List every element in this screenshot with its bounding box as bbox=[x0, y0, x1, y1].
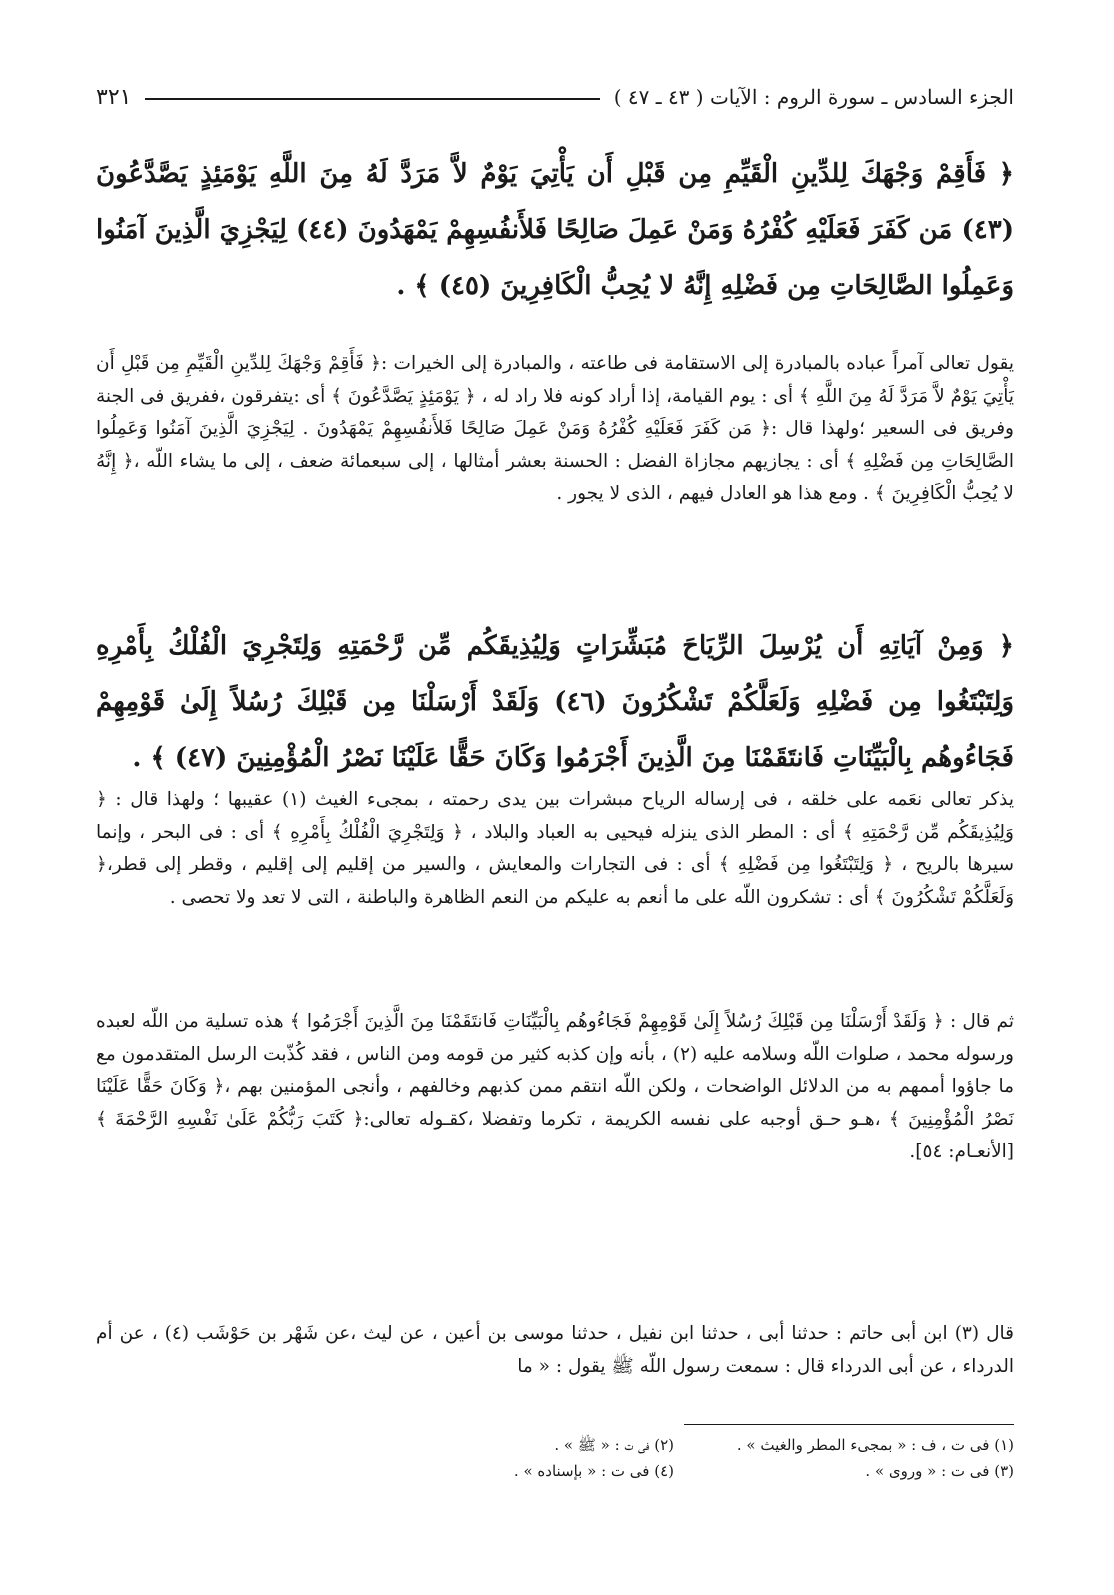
header-rule bbox=[145, 98, 599, 100]
commentary-paragraph-2: يذكر تعالى نعَمه على خلقه ، فى إرساله الرياح مبشرات بين يدى رحمته ، بمجىء الغيث (١) عقيبها ؛ ولهذا قال : ﴿ وَلِيُذِيقَكُم مِّن رَّحْمَتِهِ ﴾ أى : المطر الذى ينزله فيحيى به العباد والبلاد ، ﴿ وَلِتَجْرِيَ الْفُلْكُ بِأَمْرِهِ ﴾ أى : فى البحر ، وإنما سيرها بالريح ، ﴿ وَلِتَبْتَغُوا مِن فَضْلِهِ ﴾ أى : فى التجارات والمعايش ، والسير من إقليم إلى إقليم ، وقطر إلى قطر،﴿ وَلَعَلَّكُمْ تَشْكُرُونَ ﴾ أى : تشكرون اللّه على ما أنعم به عليكم من النعم الظاهرة والباطنة ، التى لا تعد ولا تحصى . bbox=[96, 789, 1014, 908]
page-number: ٣٢١ bbox=[96, 84, 132, 110]
footnote-1: (١) فى ت ، ف : « بمجىء المطر والغيث » . bbox=[736, 1436, 1014, 1454]
running-header bbox=[96, 80, 1014, 114]
commentary-paragraph-3: ثم قال : ﴿ وَلَقَدْ أَرْسَلْنَا مِن قَبْلِكَ رُسُلاً إِلَىٰ قَوْمِهِمْ فَجَاءُوهُم بِالْبَيِّنَاتِ فَانتَقَمْنَا مِنَ الَّذِينَ أَجْرَمُوا ﴾ هذه تسلية من اللّه لعبده ورسوله محمد ، صلوات اللّه وسلامه عليه (٢) ، بأنه وإن كذبه كثير من قومه ومن الناس ، فقد كُذّبت الرسل المتقدمون مع ما جاؤوا أممهم به من الدلائل الواضحات ، ولكن اللّه انتقم ممن كذبهم وخالفهم ، وأنجى المؤمنين بهم ،﴿ وَكَانَ حَقًّا عَلَيْنَا نَصْرُ الْمُؤْمِنِينَ ﴾ ،هـو حـق أوجبه على نفسه الكريمة ، تكرما وتفضلا ،كقـوله تعالى:﴿ كَتَبَ رَبُّكُمْ عَلَىٰ نَفْسِهِ الرَّحْمَةَ ﴾ [الأنعـام: ٥٤]. bbox=[96, 1011, 1014, 1162]
verse-block-2: ﴿ وَمِنْ آيَاتِهِ أَن يُرْسِلَ الرِّيَاحَ مُبَشِّرَاتٍ وَلِيُذِيقَكُم مِّن رَّحْمَتِهِ وَلِتَجْرِيَ الْفُلْكُ بِأَمْرِهِ وَلِتَبْتَغُوا مِن فَضْلِهِ وَلَعَلَّكُمْ تَشْكُرُونَ (٤٦) وَلَقَدْ أَرْسَلْنَا مِن قَبْلِكَ رُسُلاً إِلَىٰ قَوْمِهِمْ فَجَاءُوهُم بِالْبَيِّنَاتِ فَانتَقَمْنَا مِنَ الَّذِينَ أَجْرَمُوا وَكَانَ حَقًّا عَلَيْنَا نَصْرُ الْمُؤْمِنِينَ (٤٧) ﴾ . bbox=[96, 631, 1015, 773]
footnote-2: (٢) فى ت : « ﷺ » . bbox=[554, 1436, 674, 1454]
footnote-divider bbox=[684, 1424, 1014, 1425]
footnote-row bbox=[96, 1458, 1014, 1484]
verse-block-1: ﴿ فَأَقِمْ وَجْهَكَ لِلدِّينِ الْقَيِّمِ مِن قَبْلِ أَن يَأْتِيَ يَوْمٌ لاَّ مَرَدَّ لَهُ مِنَ اللَّهِ يَوْمَئِذٍ يَصَّدَّعُونَ (٤٣) مَن كَفَرَ فَعَلَيْهِ كُفْرُهُ وَمَنْ عَمِلَ صَالِحًا فَلأَنفُسِهِمْ يَمْهَدُونَ (٤٤) لِيَجْزِيَ الَّذِينَ آمَنُوا وَعَمِلُوا الصَّالِحَاتِ مِن فَضْلِهِ إِنَّهُ لا يُحِبُّ الْكَافِرِينَ (٤٥) ﴾ . bbox=[96, 159, 1014, 301]
commentary-paragraph-4: قال (٣) ابن أبى حاتم : حدثنا أبى ، حدثنا ابن نفيل ، حدثنا موسى بن أعين ، عن ليث ،عن شَهْر بن حَوْشَب (٤) ، عن أم الدرداء ، عن أبى الدرداء قال : سمعت رسول اللّه ﷺ يقول : « ما bbox=[96, 1323, 1014, 1377]
footnote-4: (٤) فى ت : « بإسناده » . bbox=[513, 1462, 674, 1480]
footnote-row bbox=[96, 1432, 1014, 1458]
commentary-paragraph-1: يقول تعالى آمراً عباده بالمبادرة إلى الاستقامة فى طاعته ، والمبادرة إلى الخيرات :﴿ فَأَقِمْ وَجْهَكَ لِلدِّينِ الْقَيِّمِ مِن قَبْلِ أَن يَأْتِيَ يَوْمٌ لاَّ مَرَدَّ لَهُ مِنَ اللَّهِ ﴾ أى : يوم القيامة، إذا أراد كونه فلا راد له ، ﴿ يَوْمَئِذٍ يَصَّدَّعُونَ ﴾ أى :يتفرقون ،ففريق فى الجنة وفريق فى السعير ؛ولهذا قال :﴿ مَن كَفَرَ فَعَلَيْهِ كُفْرُهُ وَمَنْ عَمِلَ صَالِحًا فَلأَنفُسِهِمْ يَمْهَدُونَ . لِيَجْزِيَ الَّذِينَ آمَنُوا وَعَمِلُوا الصَّالِحَاتِ مِن فَضْلِهِ ﴾ أى : يجازيهم مجازاة الفضل : الحسنة بعشر أمثالها ، إلى سبعمائة ضعف ، إلى ما يشاء اللّه ،﴿ إِنَّهُ لا يُحِبُّ الْكَافِرِينَ ﴾ . ومع هذا هو العادل فيهم ، الذى لا يجور . bbox=[96, 353, 1014, 504]
header-title: الجزء السادس ـ سورة الروم : الآيات ( ٤٣ ـ ٤٧ ) bbox=[613, 85, 1014, 109]
footnote-3: (٣) فى ت : « وروى » . bbox=[865, 1462, 1014, 1480]
footnotes bbox=[96, 1432, 1014, 1488]
